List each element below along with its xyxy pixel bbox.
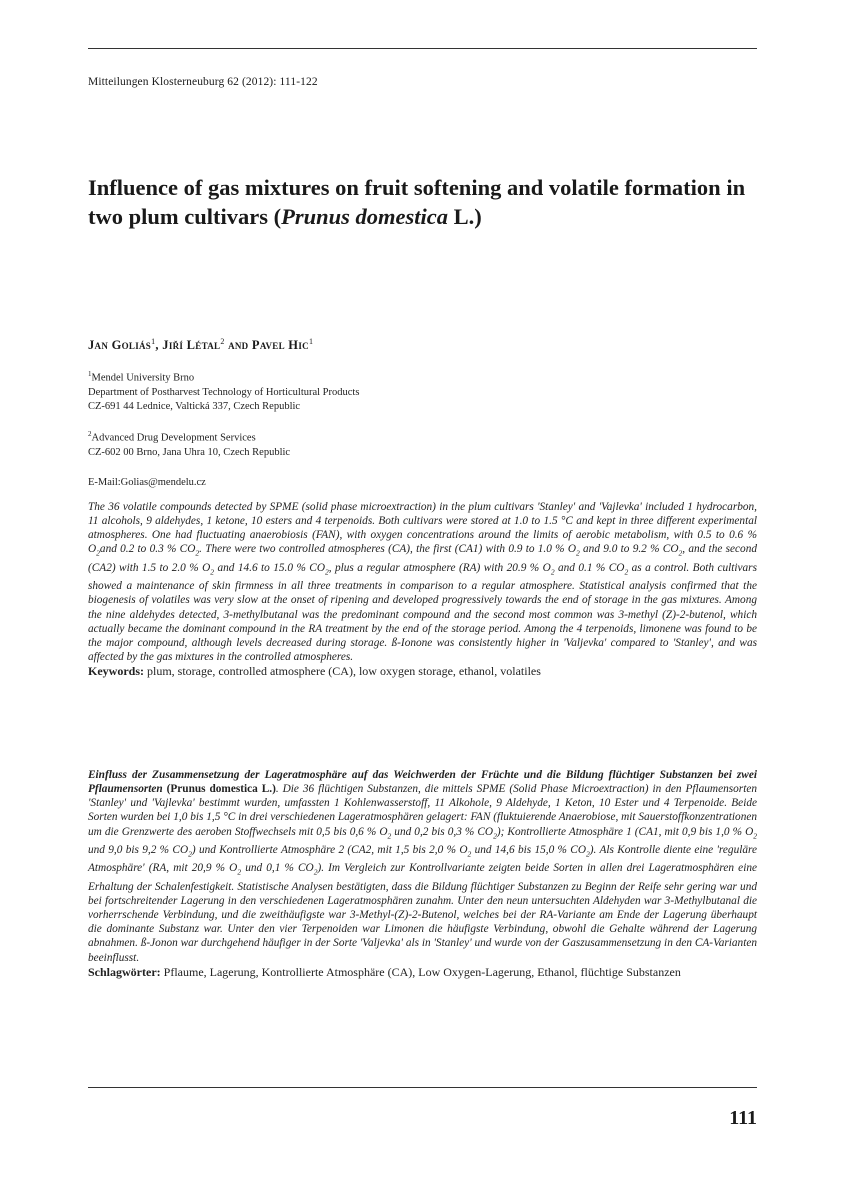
affiliation-line: Department of Postharvest Technology of Horticultural Products xyxy=(88,386,360,398)
title-species: Prunus domestica xyxy=(281,203,449,229)
author-list xyxy=(88,337,313,353)
keywords xyxy=(88,664,541,678)
author-separator: and xyxy=(224,338,252,353)
header-rule xyxy=(88,48,757,49)
affiliation-mark: 1 xyxy=(88,370,92,378)
author-separator: , xyxy=(155,338,163,353)
author-2: Jiří Létal xyxy=(162,338,221,353)
page-number: 111 xyxy=(729,1107,757,1129)
affiliation-mark: 2 xyxy=(88,430,92,438)
title-text-end: L.) xyxy=(448,203,482,229)
affiliation-2 xyxy=(88,427,290,460)
article-title xyxy=(88,174,757,231)
german-keywords-text: Pflaume, Lagerung, Kontrollierte Atmosphäre (CA), Low Oxygen-Lagerung, Ethanol, flüchtige Substanzen xyxy=(160,964,681,979)
keywords-text: plum, storage, controlled atmosphere (CA), low oxygen storage, ethanol, volatiles xyxy=(144,664,541,679)
german-keywords xyxy=(88,965,681,979)
keywords-label: Keywords: xyxy=(88,664,144,679)
affiliation-1 xyxy=(88,367,359,414)
title-text: Influence of gas mixtures on fruit softening and volatile formation in two plum cultivars ( xyxy=(88,175,746,229)
author-3-affil-mark: 1 xyxy=(308,337,314,346)
author-3: Pavel Hic xyxy=(251,338,309,353)
affiliation-line: CZ-602 00 Brno, Jana Uhra 10, Czech Republic xyxy=(88,446,291,458)
affiliation-line: CZ-691 44 Lednice, Valtická 337, Czech Republic xyxy=(88,400,301,412)
author-2-affil-mark: 2 xyxy=(220,337,225,346)
author-1: Jan Goliás xyxy=(88,338,152,353)
author-1-affil-mark: 1 xyxy=(151,337,156,346)
german-keywords-label: Schlagwörter: xyxy=(88,964,161,979)
german-species: (Prunus domestica L.) xyxy=(162,783,276,796)
affiliation-line: Advanced Drug Development Services xyxy=(91,432,256,444)
contact-email: E-Mail:Golias@mendelu.cz xyxy=(88,477,206,488)
german-title: Einfluss der Zusammensetzung der Lageratmosphäre auf das Weichwerden der Früchte und die Bildung flüchtiger Substanzen bei zwei Pflaumensorten xyxy=(88,769,757,796)
abstract-german: Einfluss der Zusammensetzung der Lageratmosphäre auf das Weichwerden der Früchte und die Bildung flüchtiger Substanzen bei zwei Pflaumensorten (Prunus domestica L.). Die 36 flüchtigen Substanzen, die mittels SPME (Solid Phase Microextraction) in den Pflaumensorten 'Stanley' und 'Vajlevka' bestimmt wurden, umfassten 1 Kohlenwasserstoff, 11 Alkohole, 9 Aldehyde, 1 Keton, 10 Ester und 4 Terpenoide. Beide Sorten wurden bei 1,0 bis 1,5 °C in drei verschiedenen Lageratmosphären gelagert: FAN (fluktuierende Anaerobiose, mit Sauerstoffkonzentrationen um die Grenzwerte des aeroben Stoffwechsels mit 0,5 bis 0,6 % $O_2$ und 0,2 bis 0,3 % $CO_2$); Kontrollierte Atmosphäre 1 (CA1, mit 0,9 bis 1,0 % $O_2$ und 9,0 bis 9,2 % $CO_2$) und Kontrollierte Atmosphäre 2 (CA2, mit 1,5 bis 2,0 % $O_2$ und 14,6 bis 15,0 % $CO_2$). Als Kontrolle diente eine 'reguläre Atmosphäre' (RA, mit 20,9 % $O_2$ und 0,1 % $CO_2$). Im Vergleich zur Kontrollvariante zeigten beide Sorten in allen drei Lageratmosphären eine Erhaltung der Schalenfestigkeit. Statistische Analysen bestätigten, dass die Bildung flüchtiger Substanzen zu Beginn der Reife sehr gering war und bei fortschreitender Lagerung in den verschiedenen Lageratmosphären zunahm. Unter den neun untersuchten Aldehyden war 3-Methylbutanal die vorherrschende Verbindung, und die zweithäufigste war 3-Methyl-(Z)-2-Butenol, welches bei der RA-Variante am Ende der Lagerung überhaupt die dominante Substanz war. Unter den vier Terpenoiden war Limonen die häufigste Verbindung, obwohl die Gehalte während der Lagerung abnahmen. ß-Jonon war durchgehend häufiger in der Sorte 'Valjevka' als in 'Stanley' und wurde von der Gaszusammensetzung in den CA-Varianten beeinflusst. Schlagwörter: Pflaume, Lagerung, Kontrollierte Atmosphäre (CA), Low Oxygen-Lagerung, Ethanol, flüchtige Substanzen xyxy=(88,769,757,979)
journal-citation: Mitteilungen Klosterneuburg 62 (2012): 111-122 xyxy=(88,76,318,88)
abstract-english: The 36 volatile compounds detected by SPME (solid phase microextraction) in the plum cultivars 'Stanley' and 'Vajlevka' included 1 hydrocarbon, 11 alcohols, 9 aldehydes, 1 ketone, 10 esters and 4 terpenoids. Both cultivars were stored at 1.0 to 1.5 °C and kept in three different experimental atmospheres. One had fluctuating anaerobiosis (FAN), with oxygen concentrations around the limits of aerobic metabolism, with 0.5 to 0.6 % $O_2and$ 0.2 to 0.3 % $CO_2$. There were two controlled atmospheres (CA), the first (CA1) with 0.9 to 1.0 % $O_2$ and 9.0 to 9.2 % $CO_2$, and the second (CA2) with 1.5 to 2.0 % $O_2$ and 14.6 to 15.0 % $CO_2$, plus a regular atmosphere (RA) with 20.9 % $O_2$ and 0.1 % $CO_2$ as a control. Both cultivars showed a maintenance of skin firmness in all three treatments in comparison to a regular atmosphere. Statistical analysis confirmed that the biogenesis of volatiles was very slow at the onset of ripening and developed progressively towards the end of storage in the gas mixtures. Among the nine aldehydes detected, 3-methylbutanal was the predominant compound and the second most common was 3-methyl (Z)-2-butenol, which actually became the dominant compound in the RA treatment by the end of the storage period. Among the 4 terpenoids, limonene was found to be the major compound, although levels decreased during storage. ß-Ionone was consistently higher in 'Valjevka' compared to 'Stanley', and was affected by the gas mixtures in the controlled atmospheres. Keywords: plum, storage, controlled atmosphere (CA), low oxygen storage, ethanol, volatiles xyxy=(88,501,757,679)
affiliation-line: Mendel University Brno xyxy=(91,372,195,384)
footer-rule xyxy=(88,1087,757,1088)
